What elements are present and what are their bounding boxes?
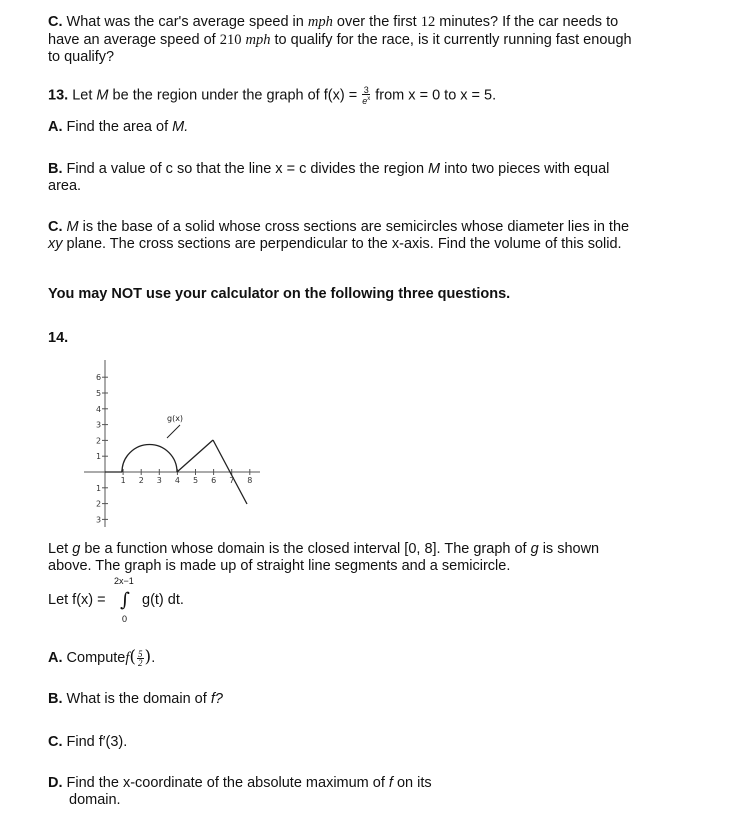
y-tick-label: 1 bbox=[96, 483, 102, 493]
y-tick-label: 3 bbox=[96, 515, 102, 525]
left-paren: ( bbox=[129, 647, 137, 667]
part-text: What is the domain of bbox=[66, 691, 207, 707]
part-text: Find f′(3). bbox=[66, 734, 128, 750]
g-symbol: g bbox=[72, 541, 81, 557]
unit-mph: mph bbox=[307, 14, 333, 30]
x-tick-label: 2 bbox=[138, 476, 144, 485]
equals-sign: = bbox=[348, 87, 358, 104]
fraction-numerator: 5 bbox=[138, 648, 143, 659]
graph-axes bbox=[84, 360, 260, 527]
q13-part-c-line1 bbox=[48, 219, 629, 236]
exponent-x: x bbox=[367, 96, 371, 102]
q12c-text: What was the car's average speed in bbox=[66, 14, 304, 30]
f-symbol: f? bbox=[210, 691, 223, 707]
right-paren: ) bbox=[144, 647, 152, 667]
y-ticks-positive bbox=[96, 373, 108, 461]
q13-text: from x = 0 to x = 5. bbox=[375, 87, 497, 104]
part-label: B. bbox=[48, 691, 63, 707]
part-label: C. bbox=[48, 734, 63, 750]
x-tick-label: 8 bbox=[247, 476, 253, 485]
g-curve-label: g(x) bbox=[167, 414, 184, 423]
q13-part-b-line2: area. bbox=[48, 178, 82, 194]
part-label: A. bbox=[48, 650, 63, 666]
q13-part-a bbox=[48, 119, 188, 136]
q12c-text: over the first bbox=[336, 14, 417, 30]
f-definition bbox=[48, 576, 268, 626]
f-symbol: f bbox=[125, 650, 130, 666]
q13-part-b-line1 bbox=[48, 161, 609, 178]
function-fx: f(x) bbox=[323, 87, 345, 104]
minutes-value: 12 bbox=[420, 14, 436, 30]
q14-part-d-line2: domain. bbox=[69, 792, 121, 808]
g-segment-rise bbox=[177, 440, 213, 472]
y-ticks-negative bbox=[96, 484, 108, 525]
region-symbol: M bbox=[96, 87, 109, 104]
speed-value: 210 bbox=[219, 32, 242, 48]
g-symbol: g bbox=[530, 541, 539, 557]
q14-desc-line2: above. The graph is made up of straight line segments and a semicircle. bbox=[48, 558, 511, 574]
fraction-denominator: 2 bbox=[138, 657, 143, 668]
e-symbol: e bbox=[362, 96, 368, 106]
unit-mph: mph bbox=[245, 32, 271, 48]
xy-symbol: xy bbox=[48, 236, 63, 252]
region-symbol: M bbox=[428, 161, 441, 177]
part-label: B. bbox=[48, 161, 63, 177]
no-calculator-notice: You may NOT use your calculator on the following three questions. bbox=[48, 286, 511, 302]
part-text: on its bbox=[396, 775, 432, 791]
part-text: Find a value of c so that the line x = c divides the region bbox=[66, 161, 425, 177]
q14-part-b bbox=[48, 691, 223, 708]
g-semicircle bbox=[122, 445, 177, 473]
q14-desc-line1 bbox=[48, 541, 599, 558]
f-definition-lead: Let f(x) = bbox=[48, 592, 106, 608]
q12c-text: minutes? If the car needs to bbox=[439, 14, 619, 30]
x-tick-label: 6 bbox=[211, 476, 217, 485]
y-tick-label: 5 bbox=[96, 389, 102, 398]
x-tick-label: 5 bbox=[193, 476, 199, 485]
q14-part-a: A. Computef( $\frac{5}{2}$ ). bbox=[48, 647, 156, 668]
q13-text: be the region under the graph of bbox=[112, 87, 320, 104]
q12c-label: C. bbox=[48, 14, 63, 30]
q14-part-d-line1 bbox=[48, 775, 432, 792]
q12c-line3: to qualify? bbox=[48, 49, 115, 65]
fraction-3-over-ex bbox=[362, 86, 370, 105]
q12c-text: to qualify for the race, is it currently running fast enough bbox=[274, 32, 632, 48]
q14-text: Let bbox=[48, 541, 69, 557]
part-label: C. bbox=[48, 219, 63, 235]
y-tick-label: 3 bbox=[96, 420, 102, 430]
q13-stem bbox=[48, 86, 496, 105]
y-tick-label: 2 bbox=[96, 436, 102, 446]
fraction-numerator: 3 bbox=[363, 85, 369, 95]
integrand: g(t) dt. bbox=[142, 592, 184, 608]
integral-lower-limit: 0 bbox=[122, 614, 128, 624]
integral-upper-limit: 2x−1 bbox=[114, 576, 134, 586]
y-tick-label: 4 bbox=[96, 404, 102, 414]
q13-text: Let bbox=[72, 87, 93, 104]
part-text: Compute bbox=[66, 650, 126, 666]
x-tick-label: 7 bbox=[229, 476, 235, 485]
y-tick-label: 2 bbox=[96, 499, 102, 509]
q12c-line1 bbox=[48, 14, 618, 31]
part-text: into two pieces with equal bbox=[444, 161, 610, 177]
integral-sign: ∫ bbox=[120, 589, 130, 611]
g-label-pointer bbox=[167, 425, 180, 438]
part-text: is the base of a solid whose cross sections are semicircles whose diameter lies in the bbox=[82, 219, 630, 235]
q14-part-c bbox=[48, 734, 127, 751]
q13-number: 13. bbox=[48, 87, 69, 104]
y-tick-label: 1 bbox=[96, 452, 102, 462]
x-tick-label: 4 bbox=[174, 476, 180, 485]
fraction-5-over-2 bbox=[137, 650, 144, 667]
q14-text: is shown bbox=[542, 541, 600, 557]
part-text: Find the area of bbox=[66, 119, 169, 135]
part-text: plane. The cross sections are perpendicular to the x-axis. Find the volume of this solid. bbox=[66, 236, 622, 252]
y-tick-label: 6 bbox=[96, 373, 102, 383]
region-symbol: M. bbox=[172, 119, 189, 135]
q12c-line2 bbox=[48, 32, 632, 49]
region-symbol: M bbox=[66, 219, 79, 235]
q13-part-c-line2 bbox=[48, 236, 622, 253]
q14-text: be a function whose domain is the closed interval [0, 8]. The graph of bbox=[84, 541, 527, 557]
part-text: Find the x-coordinate of the absolute maximum of bbox=[66, 775, 385, 791]
x-tick-label: 3 bbox=[156, 476, 162, 485]
fraction-denominator bbox=[362, 95, 370, 105]
part-label: D. bbox=[48, 775, 63, 791]
q12c-text: have an average speed of bbox=[48, 32, 216, 48]
f-symbol: f bbox=[388, 775, 393, 791]
g-function-graph bbox=[80, 355, 270, 535]
x-tick-label: 1 bbox=[120, 476, 126, 485]
part-label: A. bbox=[48, 119, 63, 135]
q14-number: 14. bbox=[48, 330, 69, 346]
